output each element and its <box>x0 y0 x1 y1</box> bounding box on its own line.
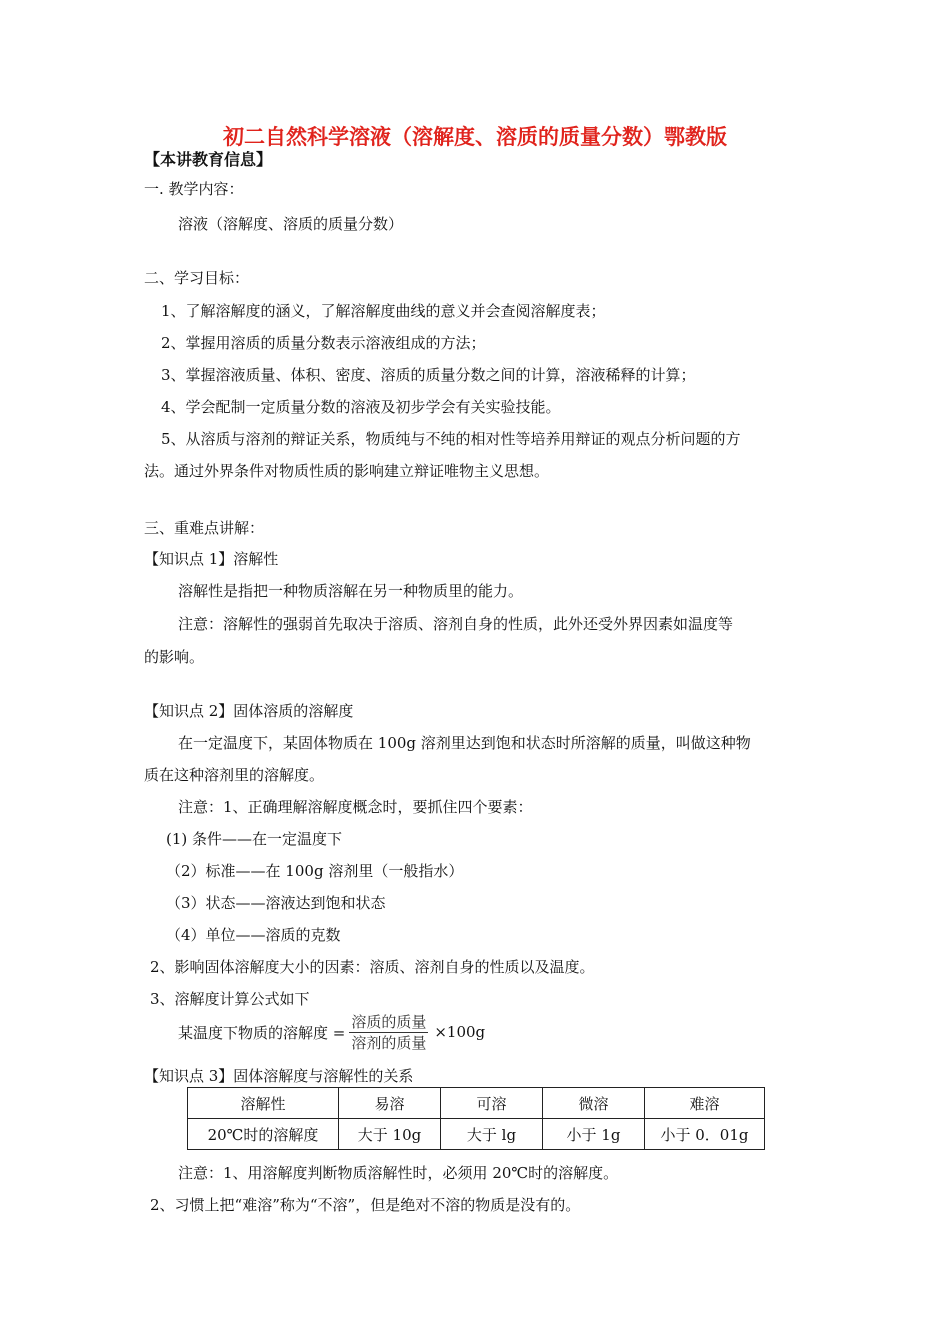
kp2-heading: 【知识点 2】固体溶质的溶解度 <box>144 702 354 720</box>
table-cell: 大于 10g <box>339 1119 441 1150</box>
solubility-table <box>187 1087 765 1150</box>
section1-heading: 一. 教学内容： <box>144 180 244 198</box>
element-item: (1) 条件——在一定温度下 <box>166 830 343 848</box>
kp2-paragraph: 在一定温度下，某固体物质在 100g 溶剂里达到饱和状态时所溶解的质量，叫做这种物 <box>178 734 751 752</box>
section3-heading: 三、重难点讲解： <box>144 519 265 537</box>
formula-multiplier: ×100g <box>434 1023 486 1041</box>
table-cell: 小于 1g <box>543 1119 645 1150</box>
section2-heading: 二、学习目标： <box>144 269 250 287</box>
formula-numerator: 溶质的质量 <box>351 1012 427 1031</box>
goal-item: 5、从溶质与溶剂的辩证关系，物质纯与不纯的相对性等培养用辩证的观点分析问题的方 <box>161 430 741 448</box>
goal-item-continued: 法。通过外界条件对物质性质的影响建立辩证唯物主义思想。 <box>144 462 550 480</box>
goal-item: 2、掌握用溶质的质量分数表示溶液组成的方法； <box>161 334 486 352</box>
kp1-note-continued: 的影响。 <box>144 648 205 666</box>
goal-item: 3、掌握溶液质量、体积、密度、溶质的质量分数之间的计算，溶液稀释的计算； <box>161 366 696 384</box>
table-header-cell: 易溶 <box>339 1088 441 1119</box>
kp1-note: 注意：溶解性的强弱首先取决于溶质、溶剂自身的性质，此外还受外界因素如温度等 <box>178 615 734 633</box>
table-cell: 20℃时的溶解度 <box>188 1119 339 1150</box>
formula-fraction <box>349 1012 428 1053</box>
kp3-heading: 【知识点 3】固体溶解度与溶解性的关系 <box>144 1067 414 1085</box>
kp2-formula-intro: 3、溶解度计算公式如下 <box>150 990 310 1008</box>
table-header-row <box>188 1088 765 1119</box>
table-header-cell: 可溶 <box>441 1088 543 1119</box>
kp3-note: 注意：1、用溶解度判断物质溶解性时，必须用 20℃时的溶解度。 <box>178 1164 619 1182</box>
solubility-formula <box>178 1010 485 1054</box>
table-cell: 小于 0．01g <box>645 1119 765 1150</box>
kp2-factors: 2、影响固体溶解度大小的因素：溶质、溶剂自身的性质以及温度。 <box>150 958 595 976</box>
formula-lhs: 某温度下物质的溶解度 = <box>178 1023 346 1042</box>
element-item: （4）单位——溶质的克数 <box>166 926 341 944</box>
section1-content: 溶液（溶解度、溶质的质量分数） <box>178 215 404 233</box>
formula-denominator: 溶剂的质量 <box>351 1033 427 1052</box>
kp1-heading: 【知识点 1】溶解性 <box>144 550 279 568</box>
goal-item: 4、学会配制一定质量分数的溶液及初步学会有关实验技能。 <box>161 398 561 416</box>
goal-item: 1、了解溶解度的涵义，了解溶解度曲线的意义并会查阅溶解度表； <box>161 302 606 320</box>
kp3-note-2: 2、习惯上把“难溶”称为“不溶”，但是绝对不溶的物质是没有的。 <box>150 1196 581 1214</box>
info-header: 【本讲教育信息】 <box>144 150 273 169</box>
table-header-cell: 难溶 <box>645 1088 765 1119</box>
kp2-paragraph-continued: 质在这种溶剂里的溶解度。 <box>144 766 325 784</box>
kp1-paragraph: 溶解性是指把一种物质溶解在另一种物质里的能力。 <box>178 582 524 600</box>
element-item: （2）标准——在 100g 溶剂里（一般指水） <box>166 862 464 880</box>
element-item: （3）状态——溶液达到饱和状态 <box>166 894 386 912</box>
table-cell: 大于 lg <box>441 1119 543 1150</box>
kp2-note: 注意：1、正确理解溶解度概念时，要抓住四个要素： <box>178 798 533 816</box>
table-header-cell: 溶解性 <box>188 1088 339 1119</box>
document-title: 初二自然科学溶液（溶解度、溶质的质量分数）鄂教版 <box>223 125 727 149</box>
table-row <box>188 1119 765 1150</box>
table-header-cell: 微溶 <box>543 1088 645 1119</box>
